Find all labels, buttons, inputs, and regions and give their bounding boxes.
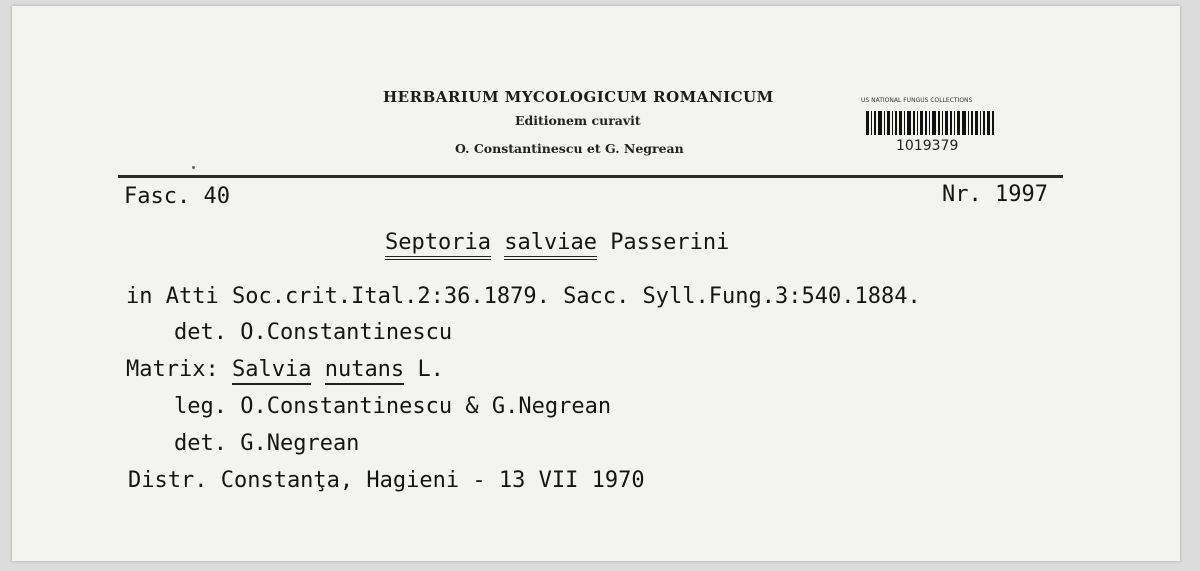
herbarium-editors: O. Constantinescu et G. Negrean — [455, 141, 684, 156]
species-genus: Septoria — [385, 230, 491, 260]
host-genus: Salvia — [232, 357, 311, 385]
herbarium-subtitle: Editionem curavit — [515, 113, 641, 128]
citation: in Atti Soc.crit.Ital.2:36.1879. Sacc. Syll.Fung.3:540.1884. — [126, 284, 921, 309]
collectors: leg. O.Constantinescu & G.Negrean — [174, 394, 612, 419]
header-divider — [118, 175, 1063, 178]
host-epithet: nutans — [325, 357, 404, 385]
speck — [192, 166, 195, 169]
matrix — [126, 357, 444, 382]
barcode-label — [858, 97, 998, 159]
catalog-number: 1019379 — [896, 138, 959, 154]
barcode-icon — [866, 111, 994, 135]
determiner-2: det. G.Negrean — [174, 431, 360, 456]
host-author: L. — [417, 357, 444, 382]
locality: Distr. Constanţa, Hagieni - 13 VII 1970 — [128, 468, 645, 493]
determiner-1: det. O.Constantinescu — [174, 320, 453, 345]
matrix-label: Matrix: — [126, 357, 219, 382]
species-epithet: salviae — [504, 230, 597, 260]
fascicle: Fasc. 40 — [124, 184, 230, 209]
barcode-heading: US NATIONAL FUNGUS COLLECTIONS — [861, 97, 973, 104]
species-name — [385, 230, 729, 255]
exsiccata-number: Nr. 1997 — [942, 182, 1048, 207]
herbarium-title: HERBARIUM MYCOLOGICUM ROMANICUM — [383, 88, 774, 106]
species-author: Passerini — [610, 230, 730, 255]
